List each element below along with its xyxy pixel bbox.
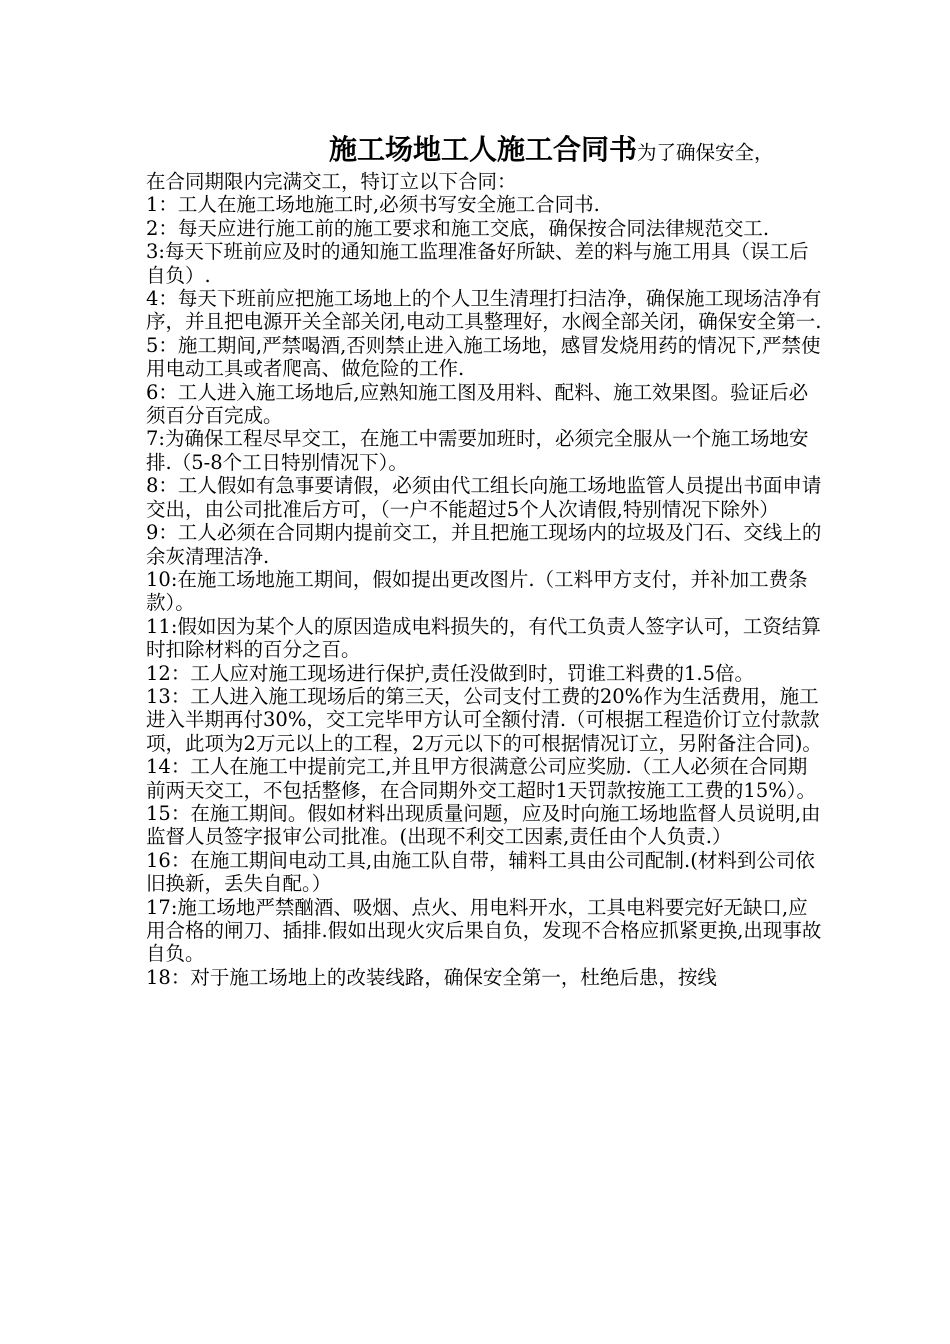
clause-1: 1：工人在施工场地施工时,必须书写安全施工合同书. (146, 193, 600, 217)
clause-12: 12：工人应对施工现场进行保护,责任没做到时，罚谁工料费的1.5倍。 (146, 661, 755, 685)
clause-2: 2：每天应进行施工前的施工要求和施工交底，确保按合同法律规范交工. (146, 216, 770, 240)
clause-13: 13：工人进入施工现场后的第三天，公司支付工费的20%作为生活费用，施工进入半期再付30%，交工完毕甲方认可全额付清.（可根据工程造价订立付款款项，此项为2万元以上的工程，2万元以下的可根据情况订立，另附备注合同)。 (146, 684, 822, 755)
clause-14: 14：工人在施工中提前完工,并且甲方很满意公司应奖励.（工人必须在合同期前两天交工，不包括整修，在合同期外交工超时1天罚款按施工工费的15%）。 (146, 755, 816, 802)
clause-17: 17:施工场地严禁酗酒、吸烟、点火、用电料开水，工具电料要完好无缺口,应用合格的闸刀、插排.假如出现火灾后果自负，发现不合格应抓紧更换,出现事故自负。 (146, 895, 822, 966)
clause-4: 4：每天下班前应把施工场地上的个人卫生清理打扫洁净，确保施工现场洁净有序，并且把电源开关全部关闭,电动工具整理好，水阀全部关闭，确保安全第一. (146, 287, 822, 334)
clause-11: 11:假如因为某个人的原因造成电料损失的，有代工负责人签字认可，工资结算时扣除材料的百分之百。 (146, 614, 821, 662)
clause-5: 5：施工期间,严禁喝酒,否则禁止进入施工场地，感冒发烧用药的情况下,严禁使用电动工具或者爬高、做危险的工作. (146, 333, 821, 381)
contract-body (146, 132, 826, 989)
intro-paragraph: 在合同期限内完满交工，特订立以下合同： (146, 170, 517, 193)
title-tail-text: 为了确保安全， (637, 141, 774, 164)
clause-9: 9：工人必须在合同期内提前交工，并且把施工现场内的垃圾及门石、交线上的余灰清理洁净. (146, 521, 822, 568)
title-line (146, 132, 826, 170)
clause-7: 7:为确保工程尽早交工，在施工中需要加班时，必须完全服从一个施工场地安排.（5-8个工日特别情况下）。 (146, 427, 809, 474)
clause-16: 16：在施工期间电动工具,由施工队自带，辅料工具由公司配制.(材料到公司依旧换新，丢失自配。） (146, 848, 815, 896)
clause-8: 8：工人假如有急事要请假，必须由代工组长向施工场地监管人员提出书面申请交出，由公司批准后方可，（一户不能超过5个人次请假,特别情况下除外） (146, 474, 822, 521)
clause-3: 3:每天下班前应及时的通知施工监理准备好所缺、差的料与施工用具（误工后自负）. (146, 240, 809, 287)
clause-15: 15：在施工期间。假如材料出现质量问题，应及时向施工场地监督人员说明,由监督人员签字报审公司批准。(出现不利交工因素,责任由个人负责.） (146, 801, 821, 849)
clause-6: 6：工人进入施工场地后,应熟知施工图及用料、配料、施工效果图。验证后必须百分百完成。 (146, 380, 809, 428)
page-title: 施工场地工人施工合同书 (329, 133, 638, 166)
clause-18: 18：对于施工场地上的改装线路，确保安全第一，杜绝后患，按线 (146, 965, 717, 989)
clause-10: 10:在施工场地施工期间，假如提出更改图片.（工料甲方支付，并补加工费条款）。 (146, 567, 808, 615)
